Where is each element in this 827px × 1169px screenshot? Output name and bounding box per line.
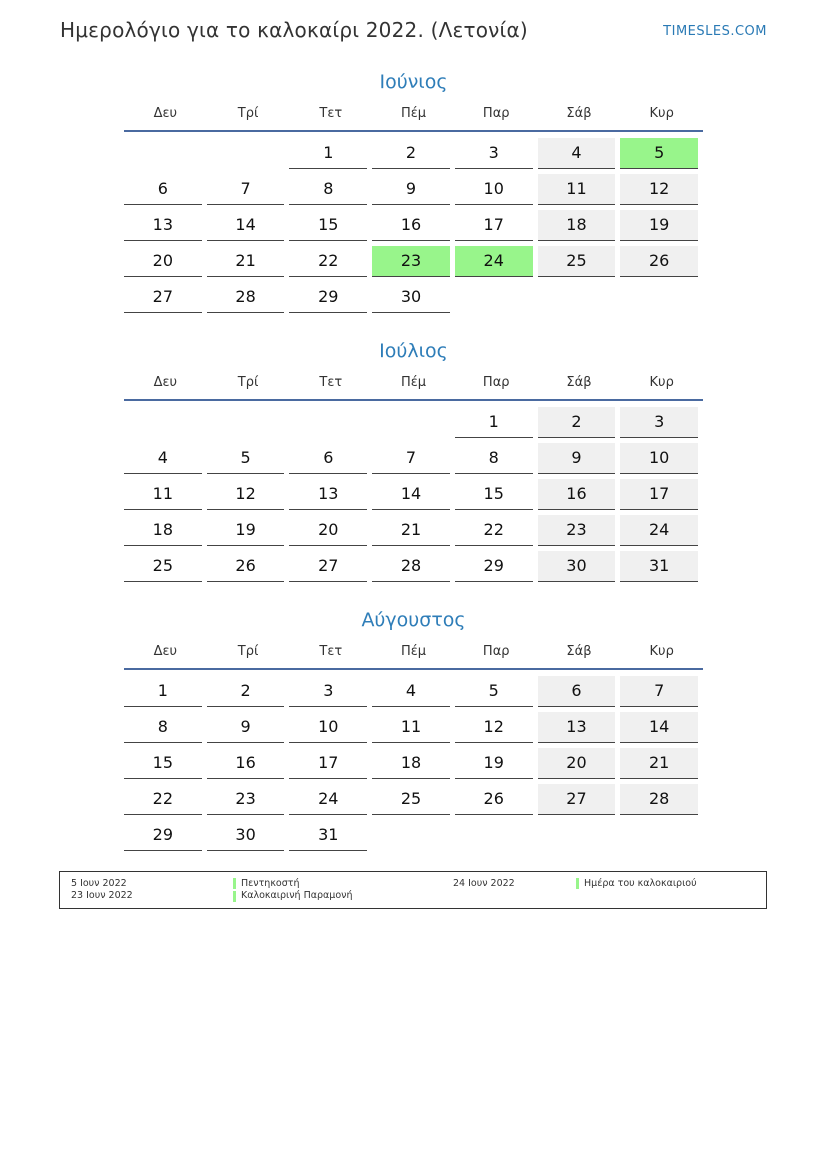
- week-row: [124, 820, 703, 856]
- day-cell: 20: [124, 246, 202, 277]
- weekday-label: Δευ: [153, 375, 178, 390]
- weekday-label: Τετ: [319, 106, 343, 121]
- day-cell: 6: [124, 174, 202, 205]
- day-cell: 7: [207, 174, 285, 205]
- day-cell: 21: [207, 246, 285, 277]
- day-cell: 24: [289, 784, 367, 815]
- page-title: Ημερολόγιο για το καλοκαίρι 2022. (Λετονία): [60, 18, 528, 42]
- month-calendar: [124, 68, 703, 318]
- day-cell: 31: [620, 551, 698, 582]
- day-cell: 5: [620, 138, 698, 169]
- day-cell: 23: [372, 246, 450, 277]
- day-cell: 11: [124, 479, 202, 510]
- day-cell: 25: [372, 784, 450, 815]
- weekday-label: Σάβ: [566, 644, 592, 659]
- day-cell: 29: [289, 282, 367, 313]
- weekday-label: Παρ: [482, 106, 510, 121]
- day-cell: 27: [124, 282, 202, 313]
- weekday-label: Τρί: [237, 644, 259, 659]
- legend-date: 5 Ιουν 2022: [71, 878, 127, 889]
- day-cell: 19: [455, 748, 533, 779]
- day-cell: 3: [289, 676, 367, 707]
- month-name: Ιούλιος: [379, 340, 448, 362]
- day-cell: 5: [455, 676, 533, 707]
- week-row: [124, 676, 703, 712]
- week-row: [124, 443, 703, 479]
- week-row: [124, 246, 703, 282]
- week-row: [124, 551, 703, 587]
- day-cell: 13: [124, 210, 202, 241]
- legend-date: 23 Ιουν 2022: [71, 890, 133, 901]
- legend-holiday-name: Καλοκαιρινή Παραμονή: [241, 890, 353, 901]
- week-row: [124, 407, 703, 443]
- day-cell: 9: [538, 443, 616, 474]
- day-cell: 25: [124, 551, 202, 582]
- day-cell: 2: [372, 138, 450, 169]
- day-cell: 17: [289, 748, 367, 779]
- day-cell: 4: [538, 138, 616, 169]
- day-cell: 20: [538, 748, 616, 779]
- day-cell: 24: [455, 246, 533, 277]
- day-cell: 11: [372, 712, 450, 743]
- day-cell: 23: [207, 784, 285, 815]
- holiday-color-marker: [233, 878, 236, 889]
- day-cell: 16: [207, 748, 285, 779]
- month-calendar: [124, 337, 703, 587]
- empty-day-cell: [372, 820, 450, 850]
- day-cell: 1: [289, 138, 367, 169]
- day-cell: 14: [620, 712, 698, 743]
- header-divider: [124, 668, 703, 670]
- day-cell: 8: [455, 443, 533, 474]
- day-cell: 20: [289, 515, 367, 546]
- day-cell: 2: [538, 407, 616, 438]
- day-cell: 12: [455, 712, 533, 743]
- day-cell: 7: [372, 443, 450, 474]
- day-cell: 31: [289, 820, 367, 851]
- weekday-header: [124, 104, 703, 130]
- weekday-label: Τρί: [237, 106, 259, 121]
- weekday-label: Πέμ: [400, 644, 427, 659]
- day-cell: 30: [538, 551, 616, 582]
- day-cell: 26: [455, 784, 533, 815]
- empty-day-cell: [372, 407, 450, 437]
- empty-day-cell: [455, 282, 533, 312]
- header-divider: [124, 130, 703, 132]
- empty-day-cell: [124, 138, 202, 168]
- weekday-label: Παρ: [482, 644, 510, 659]
- day-cell: 25: [538, 246, 616, 277]
- weekday-label: Κυρ: [649, 375, 674, 390]
- day-cell: 19: [620, 210, 698, 241]
- day-cell: 12: [620, 174, 698, 205]
- day-cell: 29: [124, 820, 202, 851]
- day-cell: 28: [620, 784, 698, 815]
- day-cell: 12: [207, 479, 285, 510]
- day-cell: 18: [372, 748, 450, 779]
- weekday-label: Δευ: [153, 106, 178, 121]
- day-cell: 18: [124, 515, 202, 546]
- day-cell: 15: [124, 748, 202, 779]
- day-cell: 27: [538, 784, 616, 815]
- day-cell: 22: [289, 246, 367, 277]
- header-divider: [124, 399, 703, 401]
- day-cell: 10: [455, 174, 533, 205]
- day-cell: 15: [455, 479, 533, 510]
- empty-day-cell: [207, 138, 285, 168]
- weekday-label: Παρ: [482, 375, 510, 390]
- week-row: [124, 282, 703, 318]
- month-calendar: [124, 606, 703, 856]
- day-cell: 27: [289, 551, 367, 582]
- day-cell: 16: [372, 210, 450, 241]
- weekday-header: [124, 642, 703, 668]
- weekday-label: Σάβ: [566, 106, 592, 121]
- day-cell: 1: [124, 676, 202, 707]
- day-cell: 30: [372, 282, 450, 313]
- empty-day-cell: [620, 282, 698, 312]
- day-cell: 9: [207, 712, 285, 743]
- week-row: [124, 712, 703, 748]
- day-cell: 10: [620, 443, 698, 474]
- day-cell: 13: [289, 479, 367, 510]
- day-cell: 7: [620, 676, 698, 707]
- empty-day-cell: [124, 407, 202, 437]
- empty-day-cell: [538, 282, 616, 312]
- day-cell: 29: [455, 551, 533, 582]
- holiday-legend: [59, 871, 767, 909]
- day-cell: 18: [538, 210, 616, 241]
- day-cell: 21: [372, 515, 450, 546]
- day-cell: 19: [207, 515, 285, 546]
- week-row: [124, 748, 703, 784]
- legend-holiday-name: Πεντηκοστή: [241, 878, 300, 889]
- day-cell: 3: [620, 407, 698, 438]
- empty-day-cell: [455, 820, 533, 850]
- legend-holiday-name: Ημέρα του καλοκαιριού: [584, 878, 697, 889]
- week-row: [124, 784, 703, 820]
- week-row: [124, 138, 703, 174]
- weekday-label: Δευ: [153, 644, 178, 659]
- holiday-color-marker: [233, 891, 236, 902]
- day-cell: 6: [289, 443, 367, 474]
- weekday-label: Κυρ: [649, 644, 674, 659]
- day-cell: 14: [372, 479, 450, 510]
- weekday-header: [124, 373, 703, 399]
- day-cell: 8: [124, 712, 202, 743]
- day-cell: 22: [124, 784, 202, 815]
- day-cell: 28: [207, 282, 285, 313]
- weekday-label: Κυρ: [649, 106, 674, 121]
- day-cell: 26: [207, 551, 285, 582]
- day-cell: 22: [455, 515, 533, 546]
- day-cell: 30: [207, 820, 285, 851]
- month-name: Αύγουστος: [361, 609, 466, 631]
- weekday-label: Πέμ: [400, 106, 427, 121]
- day-cell: 8: [289, 174, 367, 205]
- empty-day-cell: [538, 820, 616, 850]
- weekday-label: Τετ: [319, 375, 343, 390]
- day-cell: 17: [620, 479, 698, 510]
- weekday-label: Τετ: [319, 644, 343, 659]
- week-row: [124, 515, 703, 551]
- day-cell: 16: [538, 479, 616, 510]
- empty-day-cell: [620, 820, 698, 850]
- day-cell: 13: [538, 712, 616, 743]
- month-name: Ιούνιος: [379, 71, 448, 93]
- empty-day-cell: [289, 407, 367, 437]
- weekday-label: Πέμ: [400, 375, 427, 390]
- day-cell: 11: [538, 174, 616, 205]
- day-cell: 6: [538, 676, 616, 707]
- brand-logo-text[interactable]: TIMESLES.COM: [663, 24, 767, 39]
- empty-day-cell: [207, 407, 285, 437]
- day-cell: 3: [455, 138, 533, 169]
- day-cell: 26: [620, 246, 698, 277]
- day-cell: 21: [620, 748, 698, 779]
- day-cell: 4: [124, 443, 202, 474]
- week-row: [124, 210, 703, 246]
- day-cell: 9: [372, 174, 450, 205]
- day-cell: 10: [289, 712, 367, 743]
- week-row: [124, 174, 703, 210]
- holiday-color-marker: [576, 878, 579, 889]
- day-cell: 23: [538, 515, 616, 546]
- day-cell: 24: [620, 515, 698, 546]
- day-cell: 2: [207, 676, 285, 707]
- weekday-label: Σάβ: [566, 375, 592, 390]
- day-cell: 15: [289, 210, 367, 241]
- day-cell: 4: [372, 676, 450, 707]
- week-row: [124, 479, 703, 515]
- day-cell: 14: [207, 210, 285, 241]
- weekday-label: Τρί: [237, 375, 259, 390]
- day-cell: 5: [207, 443, 285, 474]
- day-cell: 1: [455, 407, 533, 438]
- day-cell: 28: [372, 551, 450, 582]
- legend-date: 24 Ιουν 2022: [453, 878, 515, 889]
- day-cell: 17: [455, 210, 533, 241]
